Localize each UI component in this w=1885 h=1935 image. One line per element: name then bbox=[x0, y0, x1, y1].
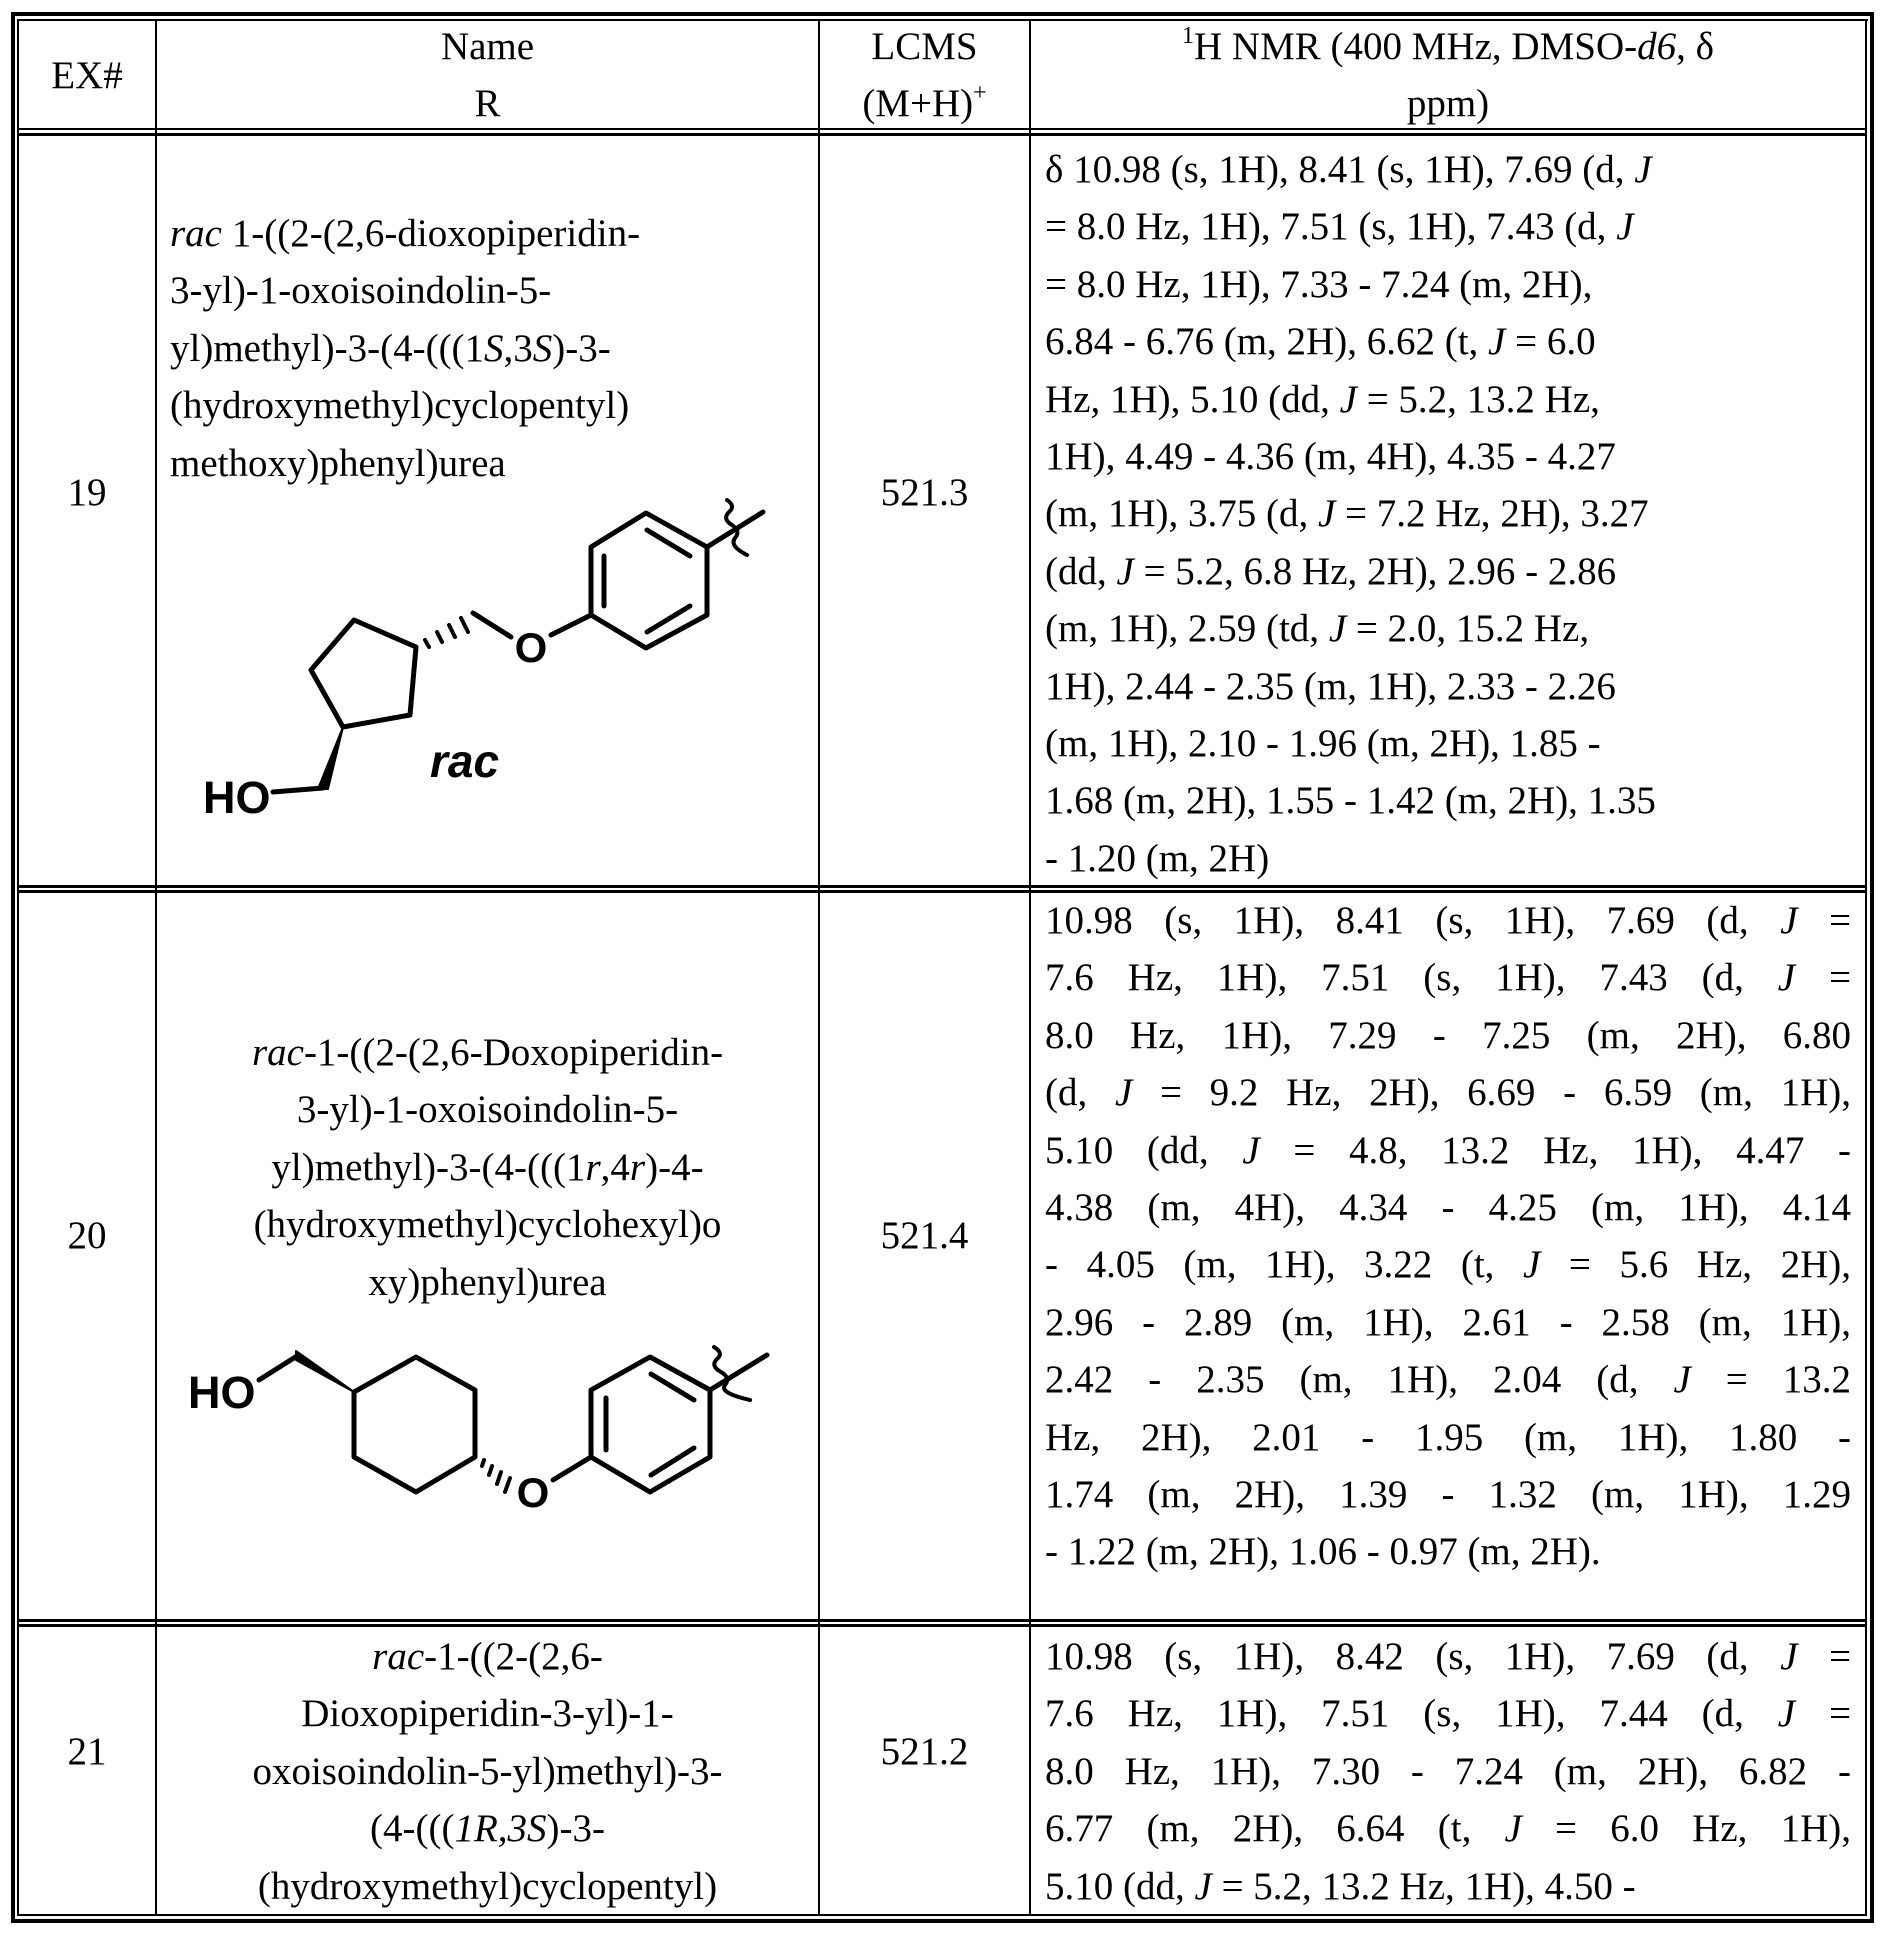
text-segment: ppm) bbox=[1407, 82, 1489, 125]
ether-bond bbox=[551, 615, 591, 635]
text-segment: 1H), 4.49 - 4.36 (m, 4H), 4.35 - 4.27 bbox=[1045, 435, 1616, 478]
italic-text: J bbox=[1115, 1071, 1132, 1114]
text-segment: (M+H) bbox=[862, 82, 973, 125]
text-segment: (m, 1H), 3.75 (d, bbox=[1045, 492, 1318, 535]
text-segment: 2.96 - 2.89 (m, 1H), 2.61 - 2.58 (m, 1H), bbox=[1045, 1301, 1851, 1344]
text-segment: 3-yl)-1-oxoisoindolin-5- bbox=[297, 1088, 678, 1131]
text-segment: (m, 1H), 2.10 - 1.96 (m, 2H), 1.85 - bbox=[1045, 722, 1601, 765]
text-segment: = 5.2, 13.2 Hz, bbox=[1357, 378, 1600, 421]
italic-text: J bbox=[1673, 1358, 1690, 1401]
text-segment: 4.38 (m, 4H), 4.34 - 4.25 (m, 1H), 4.14 bbox=[1045, 1186, 1851, 1229]
lcms-value: 521.4 bbox=[820, 1207, 1029, 1264]
italic-text: J bbox=[1117, 550, 1134, 593]
text-segment: 1.68 (m, 2H), 1.55 - 1.42 (m, 2H), 1.35 bbox=[1045, 779, 1656, 822]
text-segment: (dd, bbox=[1045, 550, 1117, 593]
hashed-wedge-bond bbox=[425, 618, 468, 647]
text-segment: = 5.2, 6.8 Hz, 2H), 2.96 - 2.86 bbox=[1134, 550, 1616, 593]
solid-wedge-bond bbox=[296, 1351, 354, 1392]
text-segment: 1-((2-(2,6-dioxopiperidin- bbox=[222, 212, 640, 255]
italic-text: J bbox=[1195, 1865, 1212, 1908]
text-segment: 5.10 (dd, bbox=[1045, 1129, 1242, 1172]
text-segment: 7.6 Hz, 1H), 7.51 (s, 1H), 7.44 (d, bbox=[1045, 1692, 1778, 1735]
text-segment: (m, 1H), 2.59 (td, bbox=[1045, 607, 1329, 650]
text-segment: = 4.8, 13.2 Hz, 1H), 4.47 - bbox=[1260, 1129, 1851, 1172]
text-segment: 7.6 Hz, 1H), 7.51 (s, 1H), 7.43 (d, bbox=[1045, 956, 1778, 999]
italic-text: S bbox=[484, 327, 504, 370]
italic-text: J bbox=[1505, 1807, 1522, 1850]
lcms-value: 521.3 bbox=[820, 464, 1029, 521]
italic-text: J bbox=[1318, 492, 1335, 535]
benzene-ring bbox=[591, 1357, 710, 1492]
structure-example-20 bbox=[259, 1347, 767, 1492]
lcms-value: 521.2 bbox=[820, 1723, 1029, 1780]
text-segment: H NMR (400 MHz, DMSO- bbox=[1194, 25, 1637, 68]
text-segment: = 13.2 bbox=[1691, 1358, 1851, 1401]
italic-text: J bbox=[1523, 1243, 1540, 1286]
ether-bond bbox=[553, 1457, 591, 1480]
italic-text: J bbox=[1616, 205, 1633, 248]
text-segment: (hydroxymethyl)cyclopentyl) bbox=[170, 384, 629, 427]
chemical-structures bbox=[0, 0, 1885, 1935]
text-segment: = 9.2 Hz, 2H), 6.69 - 6.59 (m, 1H), bbox=[1132, 1071, 1851, 1114]
text-segment: Hz, 2H), 2.01 - 1.95 (m, 1H), 1.80 - bbox=[1045, 1416, 1851, 1459]
hydroxyl-label: HO bbox=[188, 1367, 256, 1418]
text-segment: 10.98 (s, 1H), 8.41 (s, 1H), 7.69 (d, bbox=[1045, 899, 1780, 942]
italic-text: J bbox=[1634, 148, 1651, 191]
text-segment: Hz, 1H), 5.10 (dd, bbox=[1045, 378, 1340, 421]
text-segment: R bbox=[474, 82, 500, 125]
text-segment: 6.77 (m, 2H), 6.64 (t, bbox=[1045, 1807, 1505, 1850]
text-segment: 3-yl)-1-oxoisoindolin-5- bbox=[170, 269, 551, 312]
superscript-text: + bbox=[973, 80, 987, 106]
hydroxyl-bond bbox=[259, 1356, 297, 1380]
text-segment: - 1.20 (m, 2H) bbox=[1045, 837, 1269, 880]
text-segment: - 1.22 (m, 2H), 1.06 - 0.97 (m, 2H). bbox=[1045, 1530, 1601, 1573]
text-segment: Dioxopiperidin-3-yl)-1- bbox=[301, 1692, 674, 1735]
text-segment: = 5.6 Hz, 2H), bbox=[1540, 1243, 1851, 1286]
text-segment: , δ bbox=[1676, 25, 1714, 68]
text-segment: LCMS bbox=[871, 25, 977, 68]
text-segment: yl)methyl)-3-(4-(((1 bbox=[271, 1146, 585, 1189]
italic-text: J bbox=[1329, 607, 1346, 650]
stereo-label: rac bbox=[430, 735, 499, 787]
text-segment: 1.74 (m, 2H), 1.39 - 1.32 (m, 1H), 1.29 bbox=[1045, 1473, 1851, 1516]
wavy-attachment-icon bbox=[714, 1347, 750, 1400]
text-segment: = bbox=[1798, 1635, 1852, 1678]
text-segment: 5.10 (dd, bbox=[1045, 1865, 1195, 1908]
italic-text: J bbox=[1778, 956, 1795, 999]
text-segment: = 7.2 Hz, 2H), 3.27 bbox=[1335, 492, 1648, 535]
text-segment: 8.0 Hz, 1H), 7.29 - 7.25 (m, 2H), 6.80 bbox=[1045, 1014, 1851, 1057]
hydroxyl-label: HO bbox=[203, 772, 271, 823]
italic-text: J bbox=[1778, 1692, 1795, 1735]
text-segment: 10.98 (s, 1H), 8.42 (s, 1H), 7.69 (d, bbox=[1045, 1635, 1780, 1678]
text-segment: oxoisoindolin-5-yl)methyl)-3- bbox=[252, 1750, 722, 1793]
text-segment: xy)phenyl)urea bbox=[368, 1261, 606, 1304]
hashed-wedge-bond bbox=[482, 1460, 510, 1492]
italic-text: rac bbox=[372, 1635, 424, 1678]
text-segment: 6.84 - 6.76 (m, 2H), 6.62 (t, bbox=[1045, 320, 1488, 363]
text-segment: ,3 bbox=[504, 327, 533, 370]
italic-text: S bbox=[533, 327, 553, 370]
italic-text: J bbox=[1340, 378, 1357, 421]
text-segment: = 6.0 bbox=[1505, 320, 1595, 363]
text-segment: = 6.0 Hz, 1H), bbox=[1522, 1807, 1851, 1850]
italic-text: r bbox=[630, 1146, 645, 1189]
italic-text: rac bbox=[170, 212, 222, 255]
text-segment: - 4.05 (m, 1H), 3.22 (t, bbox=[1045, 1243, 1523, 1286]
text-segment: )-3- bbox=[547, 1807, 605, 1850]
italic-text: J bbox=[1780, 1635, 1797, 1678]
italic-text: d6 bbox=[1637, 25, 1676, 68]
ether-bond bbox=[473, 613, 511, 637]
text-segment: (hydroxymethyl)cyclohexyl)o bbox=[254, 1203, 722, 1246]
text-segment: (hydroxymethyl)cyclopentyl) bbox=[258, 1865, 717, 1908]
text-segment: = bbox=[1798, 899, 1852, 942]
cyclohexane-ring bbox=[354, 1357, 475, 1492]
text-segment: Name bbox=[441, 25, 534, 68]
oxygen-label: O bbox=[517, 1469, 550, 1516]
solid-wedge-bond bbox=[318, 727, 343, 789]
text-segment: )-4- bbox=[645, 1146, 703, 1189]
text-segment: (4-((( bbox=[370, 1807, 454, 1850]
italic-text: rac bbox=[252, 1031, 304, 1074]
text-segment: )-3- bbox=[552, 327, 610, 370]
text-segment: 2.42 - 2.35 (m, 1H), 2.04 (d, bbox=[1045, 1358, 1673, 1401]
compound-data-table bbox=[0, 0, 1885, 1935]
italic-text: J bbox=[1488, 320, 1505, 363]
header-ex-number: EX# bbox=[19, 47, 155, 104]
text-segment: = bbox=[1795, 956, 1851, 999]
cyclopentane-ring bbox=[311, 620, 416, 727]
italic-text: J bbox=[1242, 1129, 1259, 1172]
text-segment: = 2.0, 15.2 Hz, bbox=[1346, 607, 1589, 650]
text-segment: 8.0 Hz, 1H), 7.30 - 7.24 (m, 2H), 6.82 - bbox=[1045, 1750, 1851, 1793]
text-segment: ,4 bbox=[601, 1146, 630, 1189]
text-segment: = 8.0 Hz, 1H), 7.33 - 7.24 (m, 2H), bbox=[1045, 263, 1592, 306]
superscript-text: 1 bbox=[1182, 23, 1194, 49]
text-segment: (d, bbox=[1045, 1071, 1115, 1114]
text-segment: yl)methyl)-3-(4-(((1 bbox=[170, 327, 484, 370]
ex-number: 20 bbox=[19, 1207, 155, 1264]
text-segment: -1-((2-(2,6-Doxopiperidin- bbox=[304, 1031, 723, 1074]
text-segment: = 8.0 Hz, 1H), 7.51 (s, 1H), 7.43 (d, bbox=[1045, 205, 1616, 248]
text-segment: = bbox=[1795, 1692, 1851, 1735]
ex-number: 19 bbox=[19, 464, 155, 521]
oxygen-label: O bbox=[515, 624, 548, 671]
text-segment: = 5.2, 13.2 Hz, 1H), 4.50 - bbox=[1212, 1865, 1636, 1908]
italic-text: r bbox=[585, 1146, 600, 1189]
text-segment: -1-((2-(2,6- bbox=[424, 1635, 603, 1678]
wavy-attachment-icon bbox=[726, 500, 747, 555]
italic-text: 1R,3S bbox=[454, 1807, 546, 1850]
hydroxyl-bond bbox=[273, 788, 323, 792]
ex-number: 21 bbox=[19, 1723, 155, 1780]
text-segment: δ 10.98 (s, 1H), 8.41 (s, 1H), 7.69 (d, bbox=[1045, 148, 1634, 191]
italic-text: J bbox=[1780, 899, 1797, 942]
text-segment: 1H), 2.44 - 2.35 (m, 1H), 2.33 - 2.26 bbox=[1045, 665, 1616, 708]
text-segment: methoxy)phenyl)urea bbox=[170, 442, 506, 485]
